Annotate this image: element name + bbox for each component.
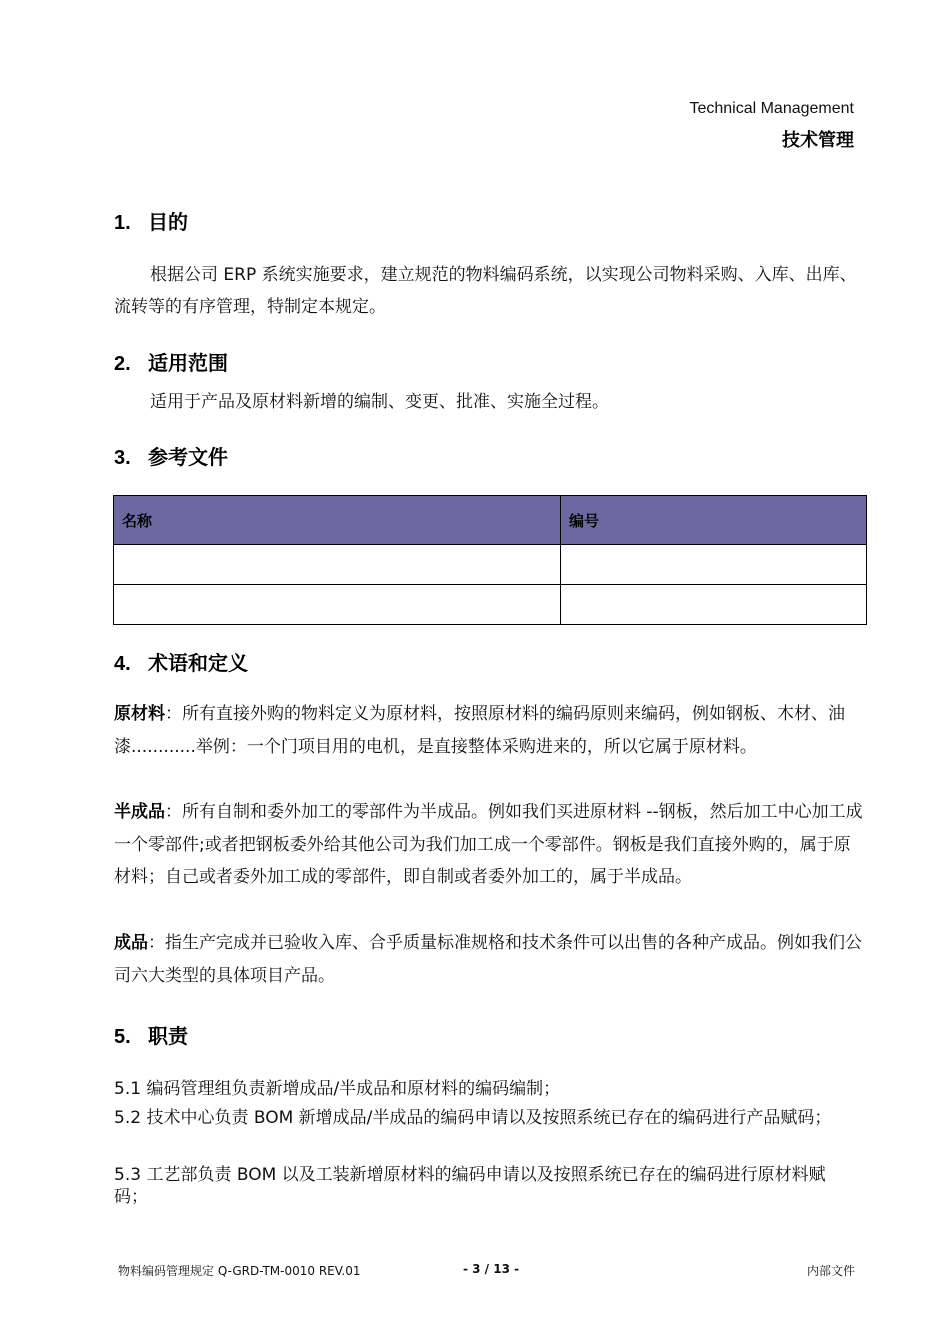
definition-term: 原材料: [114, 704, 165, 724]
table-header-number: 编号: [561, 496, 867, 545]
table-row: [114, 545, 867, 585]
header-title-en: Technical Management: [689, 100, 854, 117]
section-2-title: 适用范围: [148, 351, 228, 375]
table-cell: [114, 585, 561, 625]
definition-finished-product: [114, 927, 864, 992]
section-3-heading: [114, 441, 228, 470]
section-2-heading: [114, 347, 228, 376]
section-4-number: 4.: [114, 653, 131, 675]
duty-item-3: 5.3 工艺部负责 BOM 以及工装新增原材料的编码申请以及按照系统已存在的编码进行原材料赋码；: [114, 1165, 826, 1207]
definition-term: 半成品: [114, 802, 165, 822]
section-4-heading: [114, 647, 248, 676]
section-3-title: 参考文件: [148, 445, 228, 469]
table-row: [114, 585, 867, 625]
section-5-heading: [114, 1020, 188, 1049]
duty-item-2: 5.2 技术中心负责 BOM 新增成品/半成品的编码申请以及按照系统已存在的编码进行产品赋码；: [114, 1108, 832, 1128]
definition-semi-finished: [114, 796, 864, 894]
table-cell: [561, 545, 867, 585]
table-cell: [114, 545, 561, 585]
section-3-number: 3.: [114, 447, 131, 469]
definition-term: 成品: [114, 933, 148, 953]
section-4-title: 术语和定义: [148, 651, 248, 675]
section-2-body: 适用于产品及原材料新增的编制、变更、批准、实施全过程。: [150, 392, 609, 412]
section-1-title: 目的: [148, 210, 188, 234]
table-header-row: [114, 496, 867, 545]
definition-text: ：指生产完成并已验收入库、合乎质量标准规格和技术条件可以出售的各种产成品。例如我们公司六大类型的具体项目产品。: [114, 933, 862, 986]
duty-item-1: 5.1 编码管理组负责新增成品/半成品和原材料的编码编制；: [114, 1079, 561, 1099]
section-5-number: 5.: [114, 1026, 131, 1048]
section-5-title: 职责: [148, 1024, 188, 1048]
definition-text: ：所有直接外购的物料定义为原材料，按照原材料的编码原则来编码，例如钢板、木材、油漆............举例：一个门项目用的电机，是直接整体采购进来的，所以它属于原材料。: [114, 704, 845, 757]
header-title-zh: 技术管理: [782, 130, 854, 151]
footer-page-number: - 3 / 13 -: [463, 1262, 520, 1276]
section-2-number: 2.: [114, 353, 131, 375]
reference-documents-table: [113, 495, 867, 625]
section-1-number: 1.: [114, 212, 131, 234]
definition-raw-material: [114, 698, 864, 763]
table-cell: [561, 585, 867, 625]
definition-text: ：所有自制和委外加工的零部件为半成品。例如我们买进原材料 --钢板，然后加工中心加工成一个零部件;或者把钢板委外给其他公司为我们加工成一个零部件。钢板是我们直接外购的，属于原材料；自己或者委外加工成的零部件，即自制或者委外加工的，属于半成品。: [114, 802, 863, 887]
section-1-heading: [114, 206, 188, 235]
footer-document-id: 物料编码管理规定 Q-GRD-TM-0010 REV.01: [118, 1264, 361, 1278]
section-1-body: 根据公司 ERP 系统实施要求，建立规范的物料编码系统，以实现公司物料采购、入库、出库、流转等的有序管理，特制定本规定。: [114, 265, 857, 317]
table-header-name: 名称: [114, 496, 561, 545]
footer-classification: 内部文件: [806, 1264, 855, 1278]
